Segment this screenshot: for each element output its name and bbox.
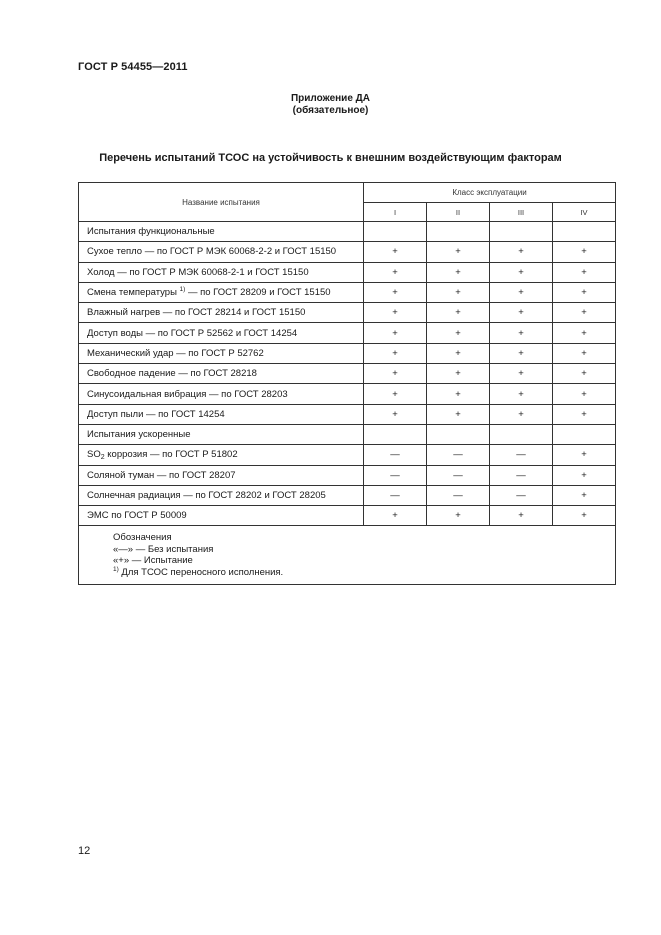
mark-cell bbox=[364, 424, 427, 444]
mark-cell: + bbox=[427, 282, 490, 302]
mark-cell: + bbox=[553, 485, 616, 505]
test-name: Смена температуры bbox=[87, 287, 177, 299]
mark-cell: + bbox=[490, 262, 553, 282]
mark-cell bbox=[490, 424, 553, 444]
mark-cell: + bbox=[364, 282, 427, 302]
test-name-cell bbox=[79, 262, 364, 282]
table-row bbox=[79, 506, 616, 526]
mark-cell: + bbox=[364, 364, 427, 384]
mark-cell: + bbox=[364, 323, 427, 343]
mark-cell: + bbox=[490, 384, 553, 404]
mark-cell: + bbox=[553, 343, 616, 363]
test-name-rest: — по ГОСТ 28209 и ГОСТ 15150 bbox=[185, 287, 331, 299]
mark-cell: — bbox=[490, 485, 553, 505]
mark-cell bbox=[553, 222, 616, 242]
mark-cell: — bbox=[427, 465, 490, 485]
mark-cell: + bbox=[553, 465, 616, 485]
test-name: ЭМС по ГОСТ Р 50009 bbox=[87, 510, 187, 522]
test-name-cell bbox=[79, 343, 364, 363]
appendix-label: Приложение ДА bbox=[290, 93, 371, 104]
test-name-cell bbox=[79, 485, 364, 505]
mark-cell: — bbox=[490, 445, 553, 465]
mark-cell: + bbox=[364, 384, 427, 404]
footnote-reference: 1) bbox=[179, 286, 186, 294]
test-name-cell bbox=[79, 506, 364, 526]
table-row bbox=[79, 242, 616, 262]
table-row bbox=[79, 424, 616, 444]
mark-cell: + bbox=[553, 445, 616, 465]
test-name-cell bbox=[79, 323, 364, 343]
table-header-row bbox=[79, 183, 616, 203]
test-name: Солнечная радиация — по ГОСТ 28202 и ГОСТ 28205 bbox=[87, 490, 326, 501]
subscript: 2 bbox=[100, 454, 105, 462]
class-header: III bbox=[490, 203, 553, 222]
class-header: II bbox=[427, 203, 490, 222]
test-name: Холод — по ГОСТ Р МЭК 60068-2-1 и ГОСТ 15150 bbox=[87, 266, 309, 278]
test-name: Испытания ускоренные bbox=[87, 429, 191, 441]
mark-cell: + bbox=[427, 242, 490, 262]
note-dash: «—» — Без испытания bbox=[113, 543, 214, 555]
test-name-cell bbox=[79, 465, 364, 485]
mark-cell: + bbox=[553, 364, 616, 384]
test-name: Соляной туман — по ГОСТ 28207 bbox=[87, 469, 236, 481]
mark-cell: + bbox=[427, 404, 490, 424]
mark-cell: + bbox=[364, 242, 427, 262]
table-row bbox=[79, 485, 616, 505]
mark-cell: + bbox=[553, 404, 616, 424]
table-row bbox=[79, 303, 616, 323]
mark-cell: + bbox=[364, 343, 427, 363]
table-row bbox=[79, 445, 616, 465]
mark-cell: + bbox=[364, 404, 427, 424]
mark-cell: — bbox=[490, 465, 553, 485]
mark-cell: — bbox=[364, 485, 427, 505]
mark-cell: + bbox=[427, 506, 490, 526]
mark-cell: + bbox=[553, 262, 616, 282]
table-heading: Перечень испытаний ТСОС на устойчивость к внешним воздействующим факторам bbox=[99, 152, 562, 164]
column-header-class: Класс эксплуатации bbox=[364, 183, 616, 203]
mark-cell: — bbox=[364, 465, 427, 485]
mark-cell: — bbox=[427, 485, 490, 505]
mark-cell: — bbox=[364, 445, 427, 465]
table-row bbox=[79, 323, 616, 343]
mark-cell: + bbox=[427, 262, 490, 282]
test-name-cell bbox=[79, 384, 364, 404]
mark-cell: + bbox=[427, 384, 490, 404]
test-name: Испытания функциональные bbox=[87, 226, 215, 238]
mark-cell: + bbox=[364, 303, 427, 323]
test-name: Сухое тепло — по ГОСТ Р МЭК 60068-2-2 и ГОСТ 15150 bbox=[87, 246, 337, 258]
test-name-rest: коррозия — по ГОСТ Р 51802 bbox=[104, 449, 238, 461]
mark-cell bbox=[553, 424, 616, 444]
column-header-name: Название испытания bbox=[79, 183, 364, 222]
mark-cell: + bbox=[490, 404, 553, 424]
mark-cell: + bbox=[490, 506, 553, 526]
test-name-cell bbox=[79, 364, 364, 384]
table-row bbox=[79, 343, 616, 363]
table-row bbox=[79, 384, 616, 404]
mark-cell: + bbox=[490, 242, 553, 262]
mark-cell bbox=[364, 222, 427, 242]
test-name: Механический удар — по ГОСТ Р 52762 bbox=[87, 347, 264, 359]
mark-cell: + bbox=[553, 282, 616, 302]
footnote bbox=[113, 567, 615, 579]
test-name-cell bbox=[79, 404, 364, 424]
mark-cell: + bbox=[553, 506, 616, 526]
test-name-cell bbox=[79, 222, 364, 242]
test-name: Доступ воды — по ГОСТ Р 52562 и ГОСТ 14254 bbox=[87, 327, 298, 339]
table-row bbox=[79, 262, 616, 282]
mark-cell: + bbox=[364, 506, 427, 526]
test-name-cell bbox=[79, 445, 364, 465]
appendix-title bbox=[0, 93, 661, 117]
notes-title: Обозначения bbox=[113, 532, 172, 544]
mark-cell: — bbox=[427, 445, 490, 465]
test-name: SO bbox=[87, 449, 101, 461]
page-number: 12 bbox=[78, 845, 91, 857]
footnote-text: Для ТСОС переносного исполнения. bbox=[118, 566, 284, 578]
mark-cell bbox=[490, 222, 553, 242]
mark-cell: + bbox=[490, 282, 553, 302]
test-name-cell bbox=[79, 424, 364, 444]
notes-cell bbox=[79, 526, 616, 585]
class-header: I bbox=[364, 203, 427, 222]
test-name: Синусоидальная вибрация — по ГОСТ 28203 bbox=[87, 388, 288, 400]
notes-row bbox=[79, 526, 616, 585]
mark-cell: + bbox=[364, 262, 427, 282]
mark-cell: + bbox=[427, 343, 490, 363]
mark-cell: + bbox=[427, 303, 490, 323]
table-row bbox=[79, 404, 616, 424]
mark-cell: + bbox=[553, 323, 616, 343]
note-plus: «+» — Испытание bbox=[113, 555, 193, 567]
class-header: IV bbox=[553, 203, 616, 222]
test-name-cell bbox=[79, 303, 364, 323]
footnote-mark: 1) bbox=[113, 565, 119, 573]
mark-cell bbox=[427, 424, 490, 444]
mark-cell: + bbox=[553, 303, 616, 323]
tests-table bbox=[78, 182, 616, 585]
test-name: Свободное падение — по ГОСТ 28218 bbox=[87, 368, 257, 380]
table-row bbox=[79, 282, 616, 302]
test-name-cell bbox=[79, 282, 364, 302]
mark-cell: + bbox=[490, 364, 553, 384]
table-row bbox=[79, 222, 616, 242]
test-name-cell bbox=[79, 242, 364, 262]
appendix-status: (обязательное) bbox=[292, 105, 369, 116]
mark-cell: + bbox=[490, 303, 553, 323]
test-name: Влажный нагрев — по ГОСТ 28214 и ГОСТ 15150 bbox=[87, 307, 306, 319]
mark-cell bbox=[427, 222, 490, 242]
mark-cell: + bbox=[490, 343, 553, 363]
mark-cell: + bbox=[553, 384, 616, 404]
mark-cell: + bbox=[490, 323, 553, 343]
table-row bbox=[79, 364, 616, 384]
mark-cell: + bbox=[427, 323, 490, 343]
mark-cell: + bbox=[553, 242, 616, 262]
mark-cell: + bbox=[427, 364, 490, 384]
table-row bbox=[79, 465, 616, 485]
test-name: Доступ пыли — по ГОСТ 14254 bbox=[87, 408, 225, 420]
document-code: ГОСТ Р 54455—2011 bbox=[78, 61, 188, 73]
